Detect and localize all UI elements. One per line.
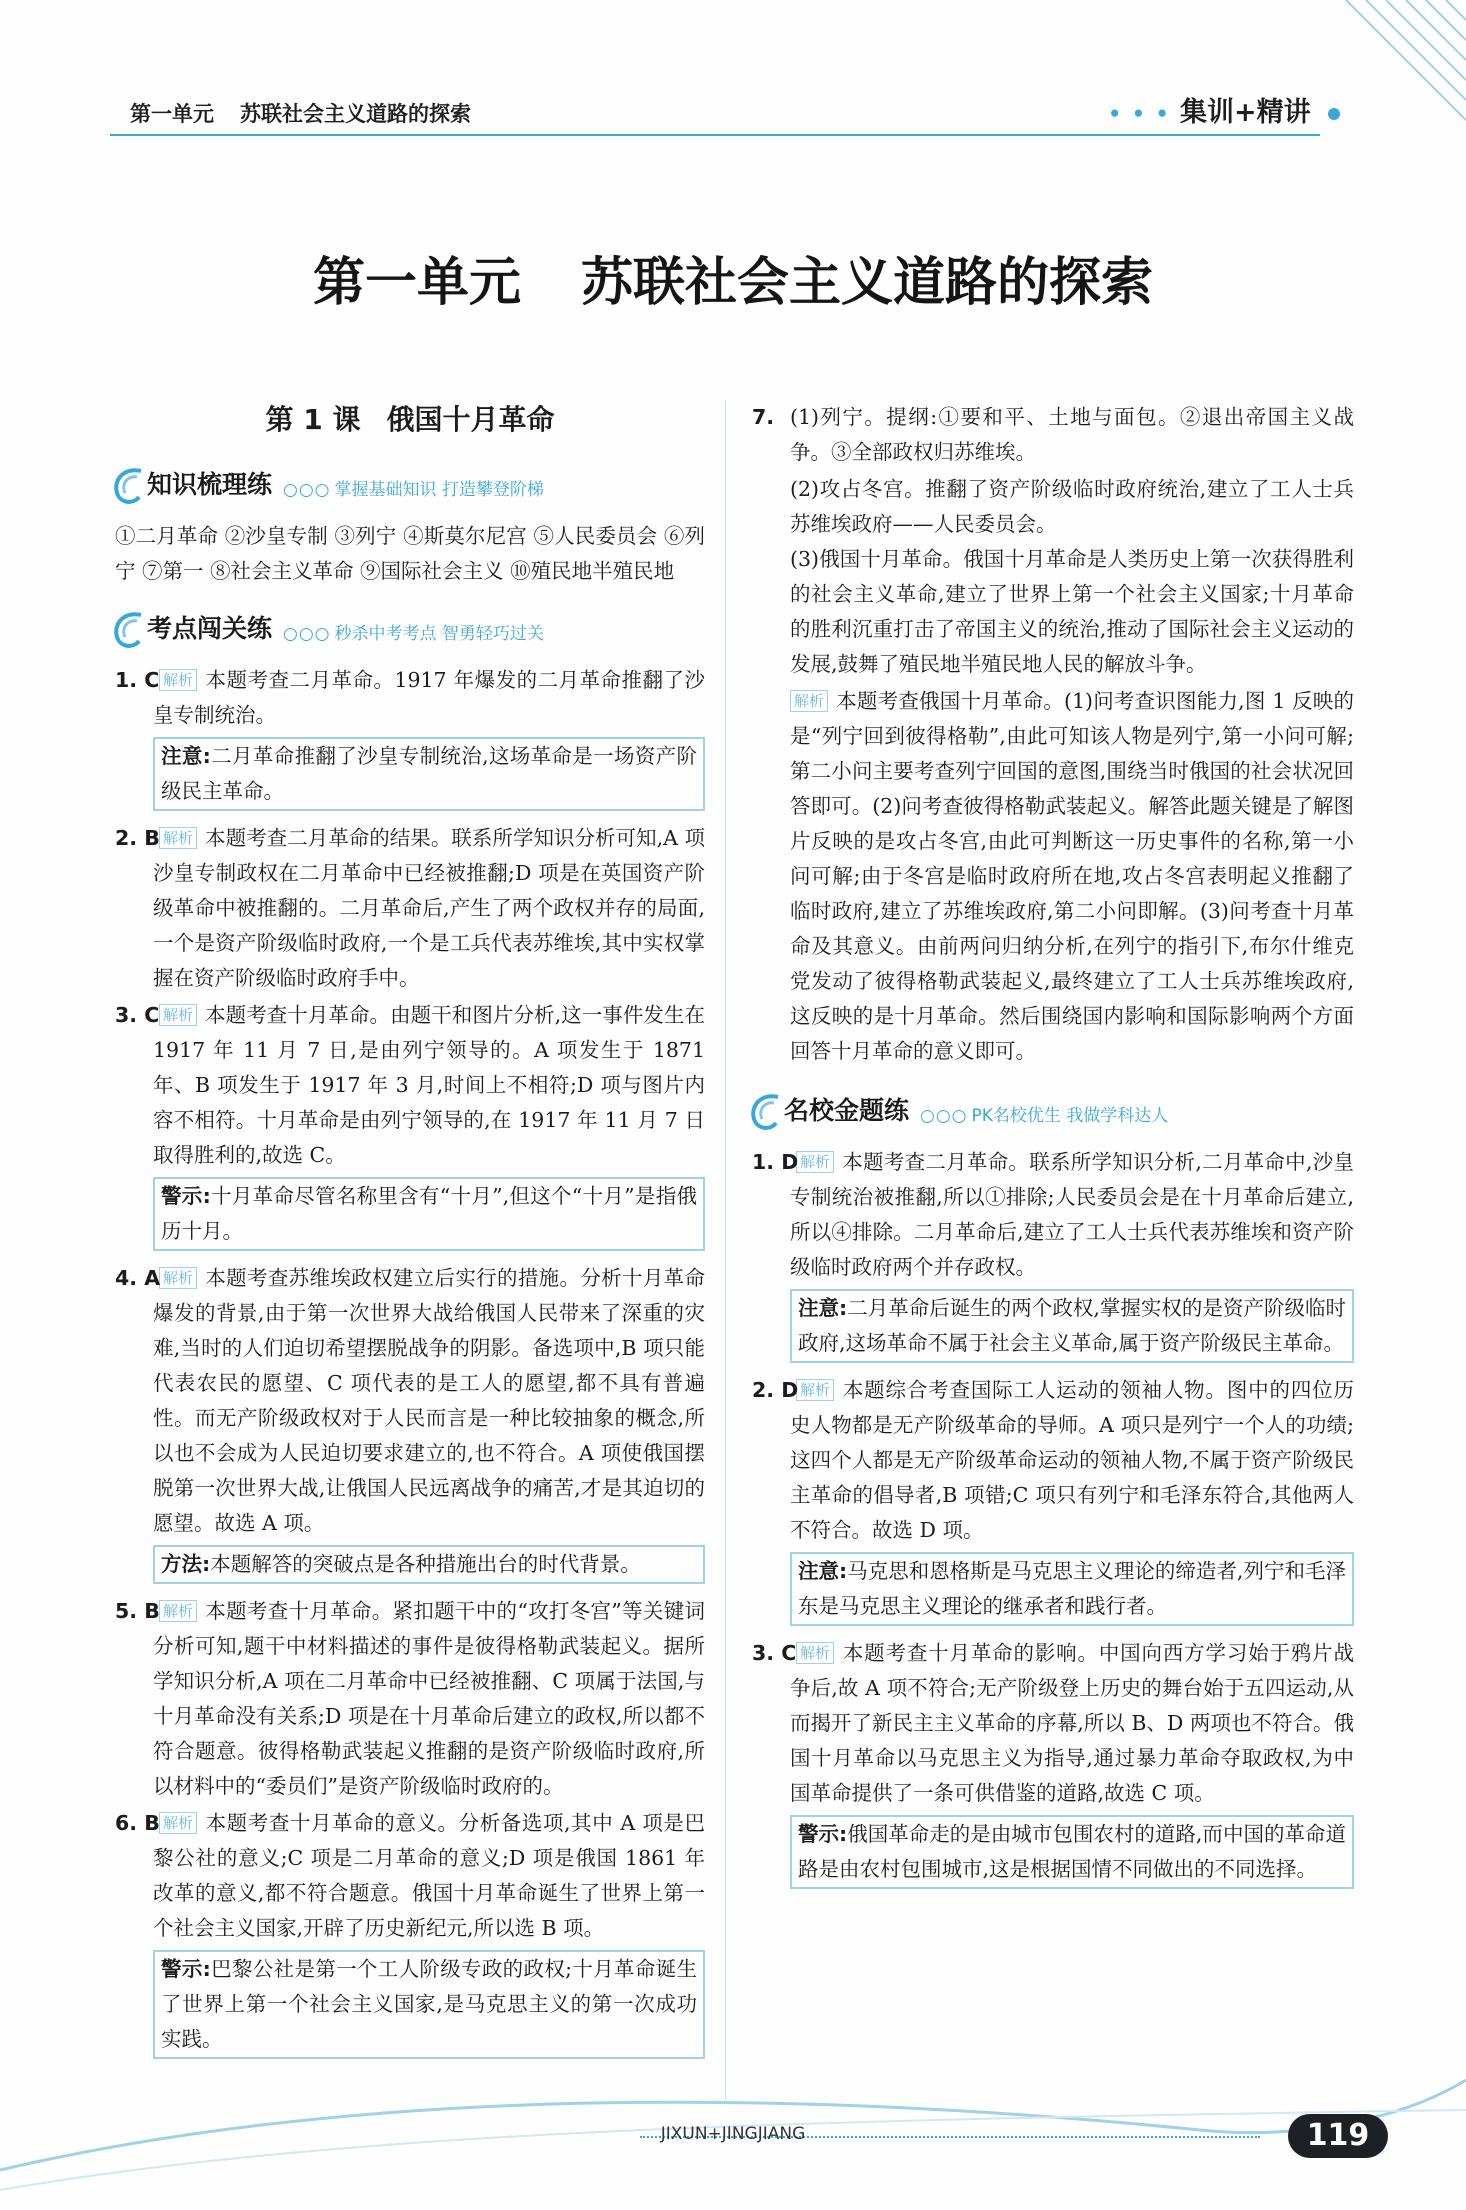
analysis-tag: 解析 — [796, 1151, 834, 1173]
analysis-tag: 解析 — [159, 669, 197, 691]
lesson-number: 第 1 课 — [265, 403, 361, 436]
answer-text: 本题考查二月革命。1917 年爆发的二月革命推翻了沙皇专制统治。 — [153, 668, 705, 727]
answer-item — [115, 1594, 705, 1804]
section-mingxiao-subtitle — [920, 1099, 1168, 1134]
analysis-tag: 解析 — [790, 690, 828, 712]
answer-number: 1. D — [752, 1150, 799, 1174]
note-label: 警示: — [161, 1957, 211, 1981]
answer-number: 3. C — [752, 1641, 797, 1665]
analysis-text: 本题考查俄国十月革命。(1)问考查识图能力,图 1 反映的是“列宁回到彼得格勒”,由此可知该人物是列宁,第一小问可解;第二小问主要考查列宁回国的意图,围绕当时俄国的社会状况回答即可。(2)问考查彼得格勒武装起义。解答此题关键是了解图片反映的是攻占冬宫,由此可判断这一历史事件的名称,第一小问可解;由于冬宫是临时政府所在地,攻占冬宫表明起义推翻了临时政府,建立了苏维埃政府,第二小问即解。(3)问考查十月革命及其意义。由前两问归纳分析,在列宁的指引下,布尔什维克党发动了彼得格勒武装起义,最终建立了工人士兵苏维埃政府,这反映的是十月革命。然后围绕国内影响和国际影响两个方面回答十月革命的意义即可。 — [790, 689, 1354, 1063]
answer-text: 本题考查二月革命。联系所学知识分析,二月革命中,沙皇专制统治被推翻,所以①排除;人民委员会是在十月革命后建立,所以④排除。二月革命后,建立了工人士兵代表苏维埃和资产阶级临时政府两个并存政权。 — [790, 1150, 1354, 1279]
note-box — [153, 1545, 705, 1584]
note-text: 本题解答的突破点是各种措施出台的时代背景。 — [210, 1552, 641, 1576]
swirl-icon — [107, 607, 151, 651]
section-kaodian-header — [107, 603, 705, 653]
page-header — [110, 92, 1350, 136]
answer-item — [752, 1373, 1354, 1548]
page-number: 119 — [1288, 2114, 1388, 2158]
header-dots: • • • — [1108, 101, 1171, 126]
section-mingxiao-header — [744, 1085, 1354, 1135]
lesson-title — [115, 402, 705, 437]
answer-number: 5. B — [115, 1599, 160, 1623]
section-kaodian-subtitle-text: 秒杀中考考点 智勇轻巧过关 — [334, 624, 544, 644]
answer-item — [115, 998, 705, 1173]
section-kaodian-title: 考点闯关练 — [147, 614, 273, 643]
section-mingxiao-dots: ○○○ — [920, 1106, 968, 1126]
analysis-tag: 解析 — [159, 1004, 197, 1026]
answer-number: 1. C — [115, 668, 160, 692]
section-zhishi-subtitle-text: 掌握基础知识 打造攀登阶梯 — [334, 480, 544, 500]
note-box — [790, 1289, 1354, 1363]
note-box — [153, 737, 705, 811]
answer-text: 本题考查苏维埃政权建立后实行的措施。分析十月革命爆发的背景,由于第一次世界大战给俄国人民带来了深重的灾难,当时的人们迫切希望摆脱战争的阴影。备选项中,B 项只能代表农民的愿望、C 项代表的是工人的愿望,都不具有普遍性。而无产阶级政权对于人民而言是一种比较抽象的概念,所以也不会成为人民迫切要求建立的,也不符合。A 项使俄国摆脱第一次世界大战,让俄国人民远离战争的痛苦,才是其迫切的愿望。故选 A 项。 — [153, 1266, 705, 1535]
note-box — [153, 1177, 705, 1251]
header-dot-icon — [1328, 108, 1340, 120]
note-label: 警示: — [161, 1184, 211, 1208]
answer-item — [115, 1806, 705, 1946]
answer-number: 6. B — [115, 1811, 160, 1835]
analysis-tag: 解析 — [159, 1812, 197, 1834]
answer-text: 本题综合考查国际工人运动的领袖人物。图中的四位历史人物都是无产阶级革命的导师。A 项只是列宁一个人的功绩;这四个人都是无产阶级革命运动的领袖人物,不属于资产阶级民主革命的倡导者,B 项错;C 项只有列宁和毛泽东符合,其他两人不符合。故选 D 项。 — [790, 1378, 1354, 1542]
swirl-icon — [107, 463, 151, 507]
note-label: 警示: — [798, 1822, 848, 1846]
answer-analysis — [752, 684, 1354, 1069]
section-zhishi-dots: ○○○ — [283, 480, 331, 500]
header-rule — [110, 134, 1320, 136]
note-box — [790, 1815, 1354, 1889]
answer-text: 本题考查十月革命的影响。中国向西方学习始于鸦片战争后,故 A 项不符合;无产阶级登上历史的舞台始于五四运动,从而揭开了新民主主义革命的序幕,所以 B、D 两项也不符合。俄国十月革命以马克思主义为指导,通过暴力革命夺取政权,为中国革命提供了一条可供借鉴的道路,故选 C 项。 — [790, 1641, 1354, 1805]
header-series-name: 集训+精讲 — [1179, 97, 1311, 128]
analysis-tag: 解析 — [159, 1600, 197, 1622]
lesson-name: 俄国十月革命 — [386, 403, 555, 436]
answer-item — [115, 1261, 705, 1541]
unit-title-label: 第一单元 — [312, 253, 521, 313]
left-column — [115, 400, 705, 2069]
answer-number: 4. A — [115, 1266, 161, 1290]
answer-number: 2. D — [752, 1378, 799, 1402]
right-column — [752, 400, 1354, 1899]
answer-text: 本题考查二月革命的结果。联系所学知识分析可知,A 项沙皇专制政权在二月革命中已经被推翻;D 项是在英国资产阶级革命中被推翻的。二月革命后,产生了两个政权并存的局面,一个是资产阶级临时政府,一个是工兵代表苏维埃,其中实权掌握在资产阶级临时政府手中。 — [153, 826, 705, 990]
note-text: 二月革命推翻了沙皇专制统治,这场革命是一场资产阶级民主革命。 — [161, 744, 697, 803]
unit-title-name: 苏联社会主义道路的探索 — [581, 253, 1154, 313]
section-mingxiao-subtitle-text: PK名校优生 我做学科达人 — [971, 1106, 1169, 1126]
analysis-tag: 解析 — [159, 1267, 197, 1289]
zhishi-answers: ①二月革命 ②沙皇专制 ③列宁 ④斯莫尔尼宫 ⑤人民委员会 ⑥列宁 ⑦第一 ⑧社会主义革命 ⑨国际社会主义 ⑩殖民地半殖民地 — [115, 524, 705, 583]
unit-title — [0, 240, 1466, 315]
answer-text: 本题考查十月革命的意义。分析备选项,其中 A 项是巴黎公社的意义;C 项是二月革命的意义;D 项是俄国 1861 年改革的意义,都不符合题意。俄国十月革命诞生了世界上第一个社会主义国家,开辟了历史新纪元,所以选 B 项。 — [153, 1811, 705, 1940]
answer-subpart: (3)俄国十月革命。俄国十月革命是人类历史上第一次获得胜利的社会主义革命,建立了世界上第一个社会主义国家;十月革命的胜利沉重打击了帝国主义的统治,推动了国际社会主义运动的发展,鼓舞了殖民地半殖民地人民的解放斗争。 — [790, 547, 1354, 676]
note-text: 马克思和恩格斯是马克思主义理论的缔造者,列宁和毛泽东是马克思主义理论的继承者和践行者。 — [798, 1559, 1346, 1618]
note-box — [790, 1552, 1354, 1626]
note-label: 方法: — [161, 1552, 211, 1576]
note-text: 俄国革命走的是由城市包围农村的道路,而中国的革命道路是由农村包围城市,这是根据国情不同做出的不同选择。 — [798, 1822, 1346, 1881]
section-zhishi-title: 知识梳理练 — [147, 470, 273, 499]
note-label: 注意: — [798, 1559, 848, 1583]
answer-number: 3. C — [115, 1003, 160, 1027]
answer-item — [752, 400, 1354, 470]
answer-text: 本题考查十月革命。紧扣题干中的“攻打冬宫”等关键词分析可知,题干中材料描述的事件是彼得格勒武装起义。据所学知识分析,A 项在二月革命中已经被推翻、C 项属于法国,与十月革命没有关系;D 项是在十月革命后建立的政权,所以都不符合题意。彼得格勒武装起义推翻的是资产阶级临时政府,所以材料中的“委员们”是资产阶级临时政府的。 — [153, 1599, 705, 1798]
note-label: 注意: — [161, 744, 211, 768]
answer-text: 本题考查十月革命。由题干和图片分析,这一事件发生在 1917 年 11 月 7 日,是由列宁领导的。A 项发生于 1871 年、B 项发生于 1917 年 3 月,时间上不相符;D 项与图片内容不相符。十月革命是由列宁领导的,在 1917 年 11 月 7 日取得胜利的,故选 C。 — [153, 1003, 705, 1167]
note-text: 巴黎公社是第一个工人阶级专政的政权;十月革命诞生了世界上第一个社会主义国家,是马克思主义的第一次成功实践。 — [161, 1957, 697, 2051]
analysis-tag: 解析 — [796, 1379, 834, 1401]
swirl-icon — [744, 1089, 788, 1133]
column-divider — [725, 400, 726, 2100]
answer-item — [115, 663, 705, 733]
section-mingxiao-title: 名校金题练 — [784, 1096, 910, 1125]
answer-item — [752, 1145, 1354, 1285]
header-unit-label: 第一单元 — [130, 102, 214, 126]
answer-subpart: (2)攻占冬宫。推翻了资产阶级临时政府统治,建立了工人士兵苏维埃政府——人民委员会。 — [790, 477, 1354, 536]
note-text: 十月革命尽管名称里含有“十月”,但这个“十月”是指俄历十月。 — [161, 1184, 697, 1243]
footer-brand: JIXUN+JINGJIANG — [660, 2124, 806, 2144]
section-zhishi-header — [107, 459, 705, 509]
section-kaodian-subtitle — [283, 617, 544, 652]
header-series — [1108, 90, 1340, 129]
analysis-tag: 解析 — [159, 827, 197, 849]
header-unit-name: 苏联社会主义道路的探索 — [240, 102, 471, 126]
answer-number: 2. B — [115, 826, 160, 850]
section-kaodian-dots: ○○○ — [283, 624, 331, 644]
answer-text: (1)列宁。提纲:①要和平、土地与面包。②退出帝国主义战争。③全部政权归苏维埃。 — [790, 405, 1354, 464]
header-unit — [130, 98, 471, 128]
analysis-tag: 解析 — [796, 1642, 834, 1664]
answer-number: 7. — [752, 405, 775, 429]
note-text: 二月革命后诞生的两个政权,掌握实权的是资产阶级临时政府,这场革命不属于社会主义革命,属于资产阶级民主革命。 — [798, 1296, 1346, 1355]
answer-item — [752, 1636, 1354, 1811]
section-zhishi-subtitle — [283, 473, 544, 508]
note-label: 注意: — [798, 1296, 848, 1320]
answer-item — [115, 821, 705, 996]
